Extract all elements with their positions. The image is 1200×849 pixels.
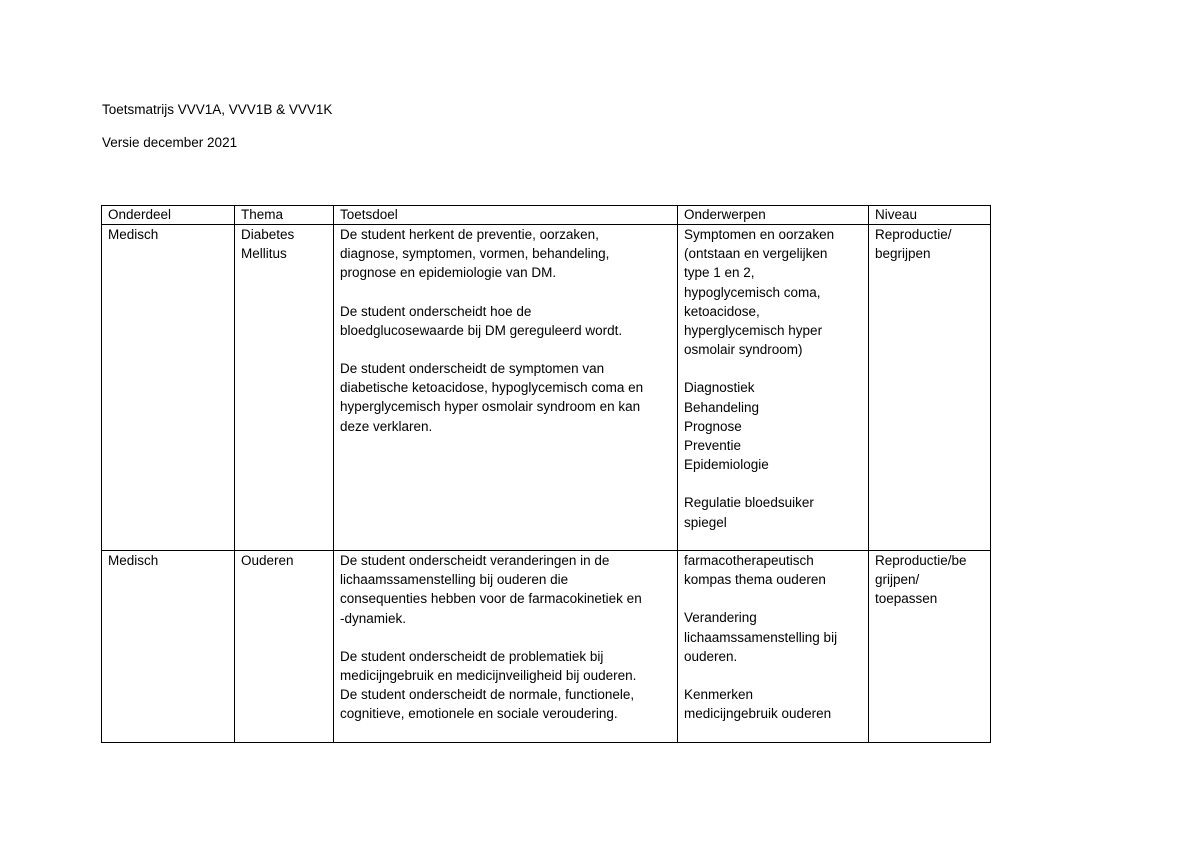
table-row <box>102 551 991 743</box>
cell-line: deze verklaren. <box>340 418 433 434</box>
test-matrix-table <box>101 205 991 743</box>
header-onderwerpen: Onderwerpen <box>678 206 869 225</box>
cell-thema <box>235 225 334 551</box>
header-niveau: Niveau <box>869 206 991 225</box>
cell-line: Prognose <box>684 418 742 434</box>
cell-line: Mellitus <box>241 246 287 262</box>
cell-line: bloedglucosewaarde bij DM gereguleerd wordt. <box>340 322 623 338</box>
cell-thema <box>235 551 334 743</box>
cell-line: Preventie <box>684 438 742 454</box>
cell-line: osmolair syndroom) <box>684 342 803 358</box>
cell-line: Medisch <box>108 227 159 242</box>
cell-line: (ontstaan en vergelijken <box>684 246 828 262</box>
cell-niveau <box>869 225 991 551</box>
cell-niveau <box>869 551 991 743</box>
cell-line: farmacotherapeutisch <box>684 553 814 568</box>
cell-line: hyperglycemisch hyper <box>684 323 823 339</box>
cell-line: Kenmerken <box>684 687 754 703</box>
cell-line: Ouderen <box>241 553 294 568</box>
cell-line: lichaamssamenstelling bij ouderen die <box>340 572 569 588</box>
paragraph-gap <box>684 474 863 493</box>
cell-line: prognose en epidemiologie van DM. <box>340 265 557 281</box>
cell-line: diagnose, symptomen, vormen, behandeling, <box>340 246 610 262</box>
cell-line: toepassen <box>875 591 938 607</box>
paragraph-gap <box>684 589 863 608</box>
cell-line: lichaamssamenstelling bij <box>684 629 838 645</box>
cell-onderdeel <box>102 551 235 743</box>
cell-line: diabetische ketoacidose, hypoglycemisch coma en <box>340 380 644 396</box>
cell-line: Epidemiologie <box>684 457 769 473</box>
cell-line: Regulatie bloedsuiker <box>684 495 814 511</box>
cell-line: Diabetes <box>241 227 295 242</box>
cell-line: Reproductie/be <box>875 553 967 568</box>
cell-line: De student onderscheidt hoe de <box>340 303 532 319</box>
paragraph-gap <box>340 283 672 302</box>
cell-line: Behandeling <box>684 399 760 415</box>
cell-line: -dynamiek. <box>340 610 407 626</box>
cell-line: medicijngebruik ouderen <box>684 706 832 722</box>
document-title: Toetsmatrijs VVV1A, VVV1B & VVV1K <box>102 102 333 117</box>
header-onderdeel: Onderdeel <box>102 206 235 225</box>
cell-line: De student onderscheidt de normale, functionele, <box>340 687 635 703</box>
cell-line: grijpen/ <box>875 572 920 588</box>
paragraph-gap <box>684 359 863 378</box>
cell-line: type 1 en 2, <box>684 265 755 281</box>
header-toetsdoel: Toetsdoel <box>334 206 678 225</box>
cell-onderdeel <box>102 225 235 551</box>
cell-line: Symptomen en oorzaken <box>684 227 835 242</box>
cell-line: De student onderscheidt de problematiek bij <box>340 648 604 664</box>
cell-line: Verandering <box>684 610 757 626</box>
table-row <box>102 225 991 551</box>
cell-line: Reproductie/ <box>875 227 952 242</box>
cell-toetsdoel <box>334 225 678 551</box>
cell-line: cognitieve, emotionele en sociale veroudering. <box>340 706 618 722</box>
cell-onderwerpen <box>678 225 869 551</box>
cell-line: ouderen. <box>684 648 738 664</box>
document-version: Versie december 2021 <box>102 135 238 150</box>
header-thema: Thema <box>235 206 334 225</box>
cell-line: consequenties hebben voor de farmacokinetiek en <box>340 591 642 607</box>
cell-onderwerpen <box>678 551 869 743</box>
paragraph-gap <box>340 628 672 647</box>
cell-line: Medisch <box>108 553 159 568</box>
cell-line: hyperglycemisch hyper osmolair syndroom en kan <box>340 399 641 415</box>
cell-line: spiegel <box>684 514 727 530</box>
cell-line: hypoglycemisch coma, <box>684 284 821 300</box>
table-header-row <box>102 206 991 225</box>
cell-toetsdoel <box>334 551 678 743</box>
cell-line: kompas thema ouderen <box>684 572 826 588</box>
paragraph-gap <box>340 340 672 359</box>
cell-line: begrijpen <box>875 246 931 262</box>
paragraph-gap <box>684 666 863 685</box>
cell-line: Diagnostiek <box>684 380 755 396</box>
cell-line: medicijngebruik en medicijnveiligheid bij ouderen. <box>340 668 637 684</box>
cell-line: De student onderscheidt veranderingen in de <box>340 553 610 568</box>
cell-line: De student herkent de preventie, oorzaken, <box>340 227 599 242</box>
cell-line: ketoacidose, <box>684 303 760 319</box>
cell-line: De student onderscheidt de symptomen van <box>340 361 605 377</box>
